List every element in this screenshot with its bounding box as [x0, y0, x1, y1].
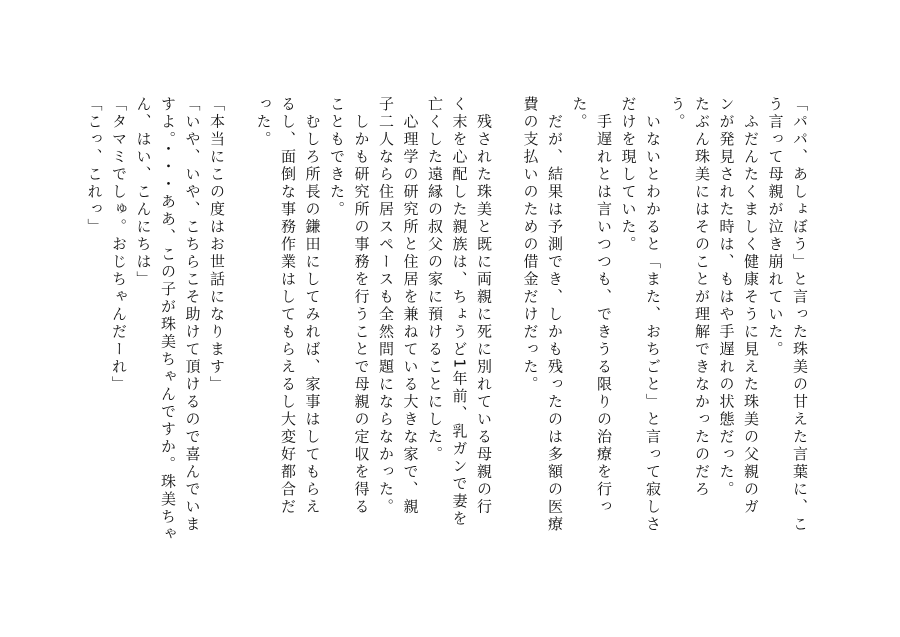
dialogue-line: ん、はい、こんにちは」: [134, 96, 153, 289]
text-line: だが、結果は予測でき、しかも残ったのは多額の医療: [546, 96, 564, 534]
text-line: 費の支払いのための借金だけだった。: [521, 96, 540, 394]
text-line: 手遅れとは言いつつも、できうる限りの治療を行っ: [595, 96, 613, 516]
text-line: う言って母親が泣き崩れていた。: [766, 96, 785, 359]
section-gap: [229, 96, 251, 566]
text-line: ふだんたくましく健康そうに見えた珠美の父親のガ: [742, 96, 760, 516]
dialogue-line: 「いや、いや、こちらこそ助けて頂けるので喜んでいま: [183, 96, 202, 534]
text-line: 心理学の研究所と住居を兼ねている大きな家で、親: [401, 96, 420, 516]
text-line: むしろ所長の鎌田にしてみれば、家事はしてもらえ: [303, 96, 322, 516]
dialogue-line: 「こっ、これっ」: [85, 96, 104, 236]
text-line: う。: [668, 96, 687, 131]
vertical-text-body: [82, 96, 812, 566]
text-line: いないとわかると「また、おちごと」と言って寂しさ: [644, 96, 662, 534]
text-line: こともできた。: [328, 96, 346, 219]
text-line: った。: [254, 96, 273, 149]
text-line: 子二人なら住居スペースも全然問題にならなかった。: [377, 96, 395, 516]
section-gap: [496, 96, 518, 566]
dialogue-line: 「本当にこの度はお世話になります」: [208, 96, 226, 394]
text-line: 残された珠美と既に両親に死に別れている母親の行: [475, 96, 493, 516]
text-line: ンが発見された時は、もはや手遅れの状態だった。: [717, 96, 736, 499]
text-line: しかも研究所の事務を行うことで母親の定収を得る: [352, 96, 371, 516]
text-line: るし、面倒な事務作業はしてもらえるし大変好都合だ: [279, 96, 297, 516]
dialogue-line: 「タマミでしゅ。おじちゃんだーれ」: [110, 96, 128, 394]
dialogue-line: すよ。・・・ああ、この子が珠美ちゃんですか。珠美ちゃ: [159, 96, 177, 544]
text-line: 「パパ、あしょぼう」と言った珠美の甘えた言葉に、こ: [791, 96, 809, 534]
text-line: た。: [570, 96, 589, 131]
text-line: 亡くした遠縁の叔父の家に預けることにした。: [426, 96, 444, 464]
text-line: たぶん珠美にはそのことが理解できなかったのだろ: [693, 96, 711, 499]
text-line: く末を心配した親族は、ちょうど1年前、乳ガンで妻を: [450, 96, 469, 529]
text-line: だけを現していた。: [619, 96, 638, 254]
